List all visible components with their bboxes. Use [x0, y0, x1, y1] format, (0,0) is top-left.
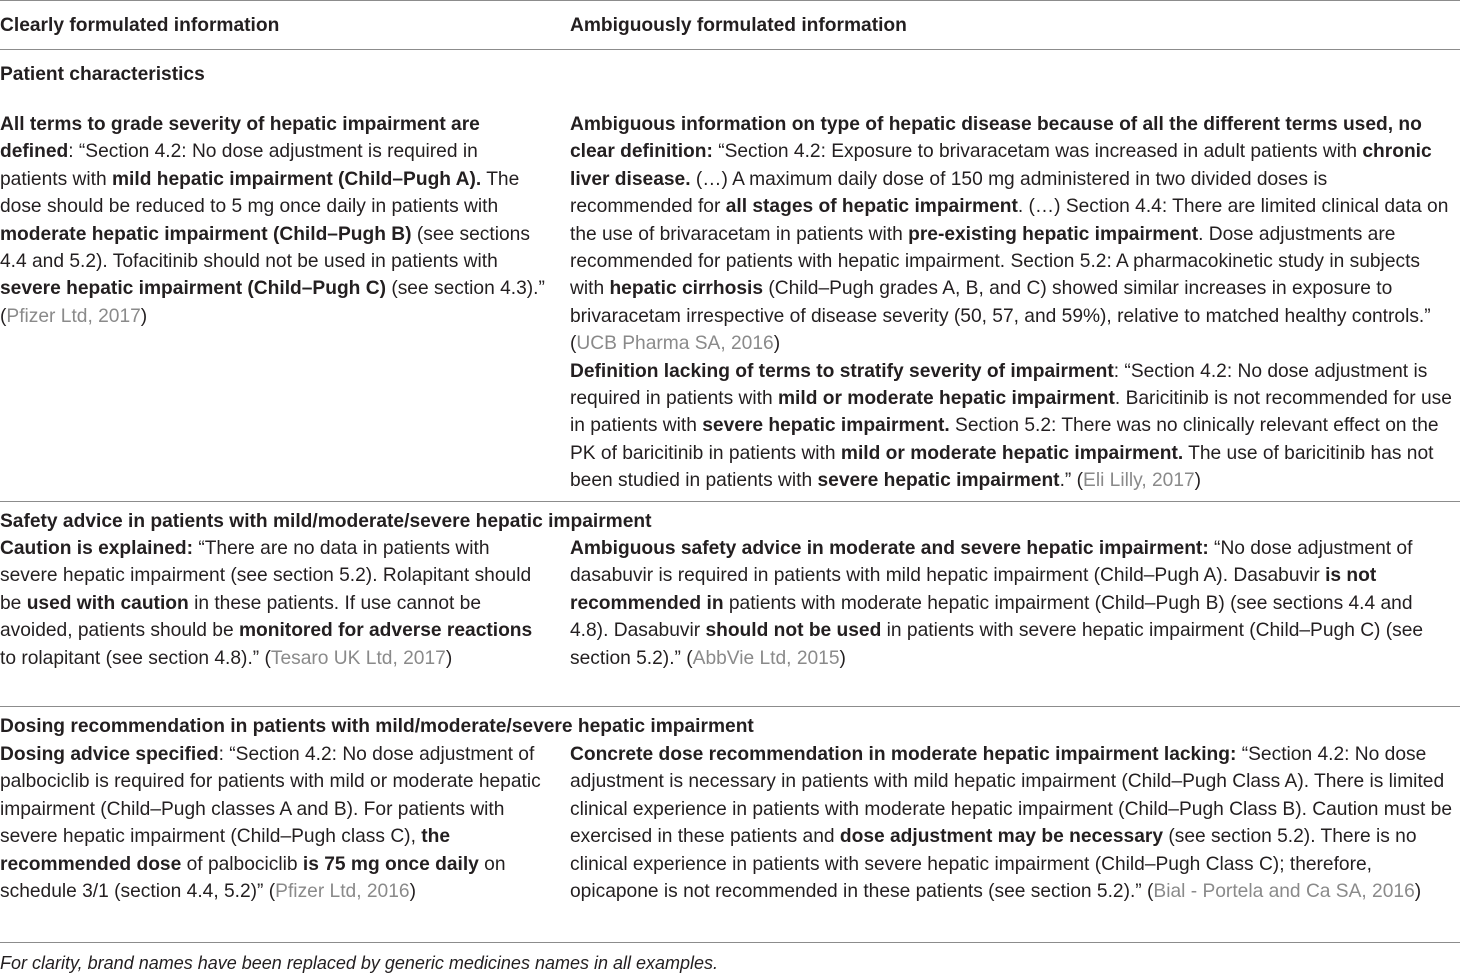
body-text: “Section 4.2: No dose adjustment is necessary in patients with mild hepatic impairment (Child–Pugh Class A). There is limited clinical experience in patients with moderate hepatic impairment (Child–Pugh Class B). Caution must be exercised in these patients and [570, 744, 1452, 848]
example-paragraph [0, 741, 548, 905]
body-text: . Dose adjustments are recommended for patients with hepatic impairment. Section 5.2: A pharmacokinetic study in subjects with [570, 223, 1421, 300]
emphasis-text: used with caution [26, 592, 189, 614]
citation-link[interactable]: Pfizer Ltd, 2016 [275, 881, 410, 903]
emphasis-text: mild or moderate hepatic impairment. [840, 442, 1184, 464]
body-text: : “Section 4.2: No dose adjustment is required in patients with [0, 141, 478, 190]
body-text: “Section 4.2: Exposure to brivaracetam was increased in adult patients with [712, 141, 1363, 163]
body-text: .” ( [1059, 470, 1084, 492]
cell-clear-dosing-recommendation [0, 741, 548, 905]
column-header-clear: Clearly formulated information [0, 15, 280, 36]
section-title-safety-advice: Safety advice in patients with mild/moderate/severe hepatic impairment [0, 511, 652, 532]
body-text: ) [773, 333, 781, 355]
citation-link[interactable]: Eli Lilly, 2017 [1083, 470, 1195, 492]
emphasis-text: chronic liver disease. [570, 141, 1432, 190]
section-rule [0, 501, 1460, 502]
cell-ambiguous-patient-characteristics [570, 111, 1455, 495]
body-text: ) [409, 881, 416, 903]
emphasis-text: pre-existing hepatic impairment [908, 223, 1199, 245]
example-paragraph [570, 535, 1455, 672]
body-text: (see sections 4.4 and 5.2). Tofacitinib should not be used in patients with [0, 223, 530, 273]
table-footnote: For clarity, brand names have been replaced by generic medicines names in all examples. [0, 953, 719, 973]
example-paragraph [0, 535, 548, 672]
body-text: in patients with severe hepatic impairment (Child–Pugh C) (see section 5.2).” ( [570, 620, 1424, 669]
emphasis-text: moderate hepatic impairment (Child–Pugh B) [0, 223, 412, 245]
emphasis-text: should not be used [705, 620, 882, 642]
body-text: patients with moderate hepatic impairment (Child–Pugh B) (see sections 4.4 and 4.8). Dasabuvir [570, 592, 1413, 642]
emphasis-text: the recommended dose [0, 826, 451, 875]
citation-link[interactable]: Pfizer Ltd, 2017 [6, 305, 141, 327]
cell-clear-patient-characteristics [0, 111, 548, 330]
example-paragraph [570, 111, 1455, 358]
body-text: of palbociclib [181, 853, 303, 875]
example-paragraph [570, 358, 1455, 495]
citation-link[interactable]: Bial - Portela and Ca SA, 2016 [1153, 881, 1415, 903]
body-text: . Baricitinib is not recommended for use in patients with [570, 388, 1452, 437]
cell-ambiguous-dosing-recommendation [570, 741, 1455, 905]
emphasis-text: mild or moderate hepatic impairment [777, 388, 1115, 410]
body-text: : “Section 4.2: No dose adjustment is required in patients with [570, 360, 1428, 410]
emphasis-text: dose adjustment may be necessary [839, 826, 1164, 848]
emphasis-text: Definition lacking of terms to stratify severity of impairment [570, 360, 1114, 382]
body-text: (…) A maximum daily dose of 150 mg administered in two divided doses is recommended for [570, 168, 1328, 218]
emphasis-text: mild hepatic impairment (Child–Pugh A). [112, 168, 482, 190]
section-rule [0, 706, 1460, 707]
header-rule [0, 49, 1460, 50]
cell-clear-safety-advice [0, 535, 548, 672]
emphasis-text: Ambiguous safety advice in moderate and severe hepatic impairment: [570, 538, 1209, 559]
table-top-rule [0, 0, 1460, 1]
emphasis-text: is not recommended in [570, 565, 1377, 614]
emphasis-text: severe hepatic impairment [817, 470, 1060, 492]
body-text: The dose should be reduced to 5 mg once daily in patients with [0, 168, 520, 218]
citation-link[interactable]: Tesaro UK Ltd, 2017 [270, 647, 446, 669]
emphasis-text: Dosing advice specified [0, 744, 219, 765]
body-text: ) [445, 647, 453, 669]
body-text: : “Section 4.2: No dose adjustment of palbociclib is required for patients with mild or moderate hepatic impairment (Child–Pugh classes A and B). For patients with severe hepatic impairment (Child–Pugh class C), [0, 744, 541, 848]
emphasis-text: All terms to grade severity of hepatic impairment are defined [0, 114, 480, 163]
body-text: “There are no data in patients with severe hepatic impairment (see section 5.2). Rolapitant should be [0, 538, 532, 614]
cell-ambiguous-safety-advice [570, 535, 1455, 672]
section-title-dosing-recommendation: Dosing recommendation in patients with mild/moderate/severe hepatic impairment [0, 716, 754, 737]
body-text: to rolapitant (see section 4.8).” ( [0, 647, 271, 669]
emphasis-text: severe hepatic impairment. [702, 415, 950, 437]
example-paragraph [570, 741, 1455, 905]
body-text: ) [140, 305, 148, 327]
body-text: The use of baricitinib has not been studied in patients with [570, 442, 1434, 492]
body-text: “No dose adjustment of dasabuvir is required in patients with mild hepatic impairment (Child–Pugh A). Dasabuvir [570, 538, 1413, 587]
citation-link[interactable]: AbbVie Ltd, 2015 [692, 647, 840, 669]
emphasis-text: is 75 mg once daily [302, 853, 479, 875]
body-text: (see section 4.3).” ( [0, 278, 545, 327]
column-header-ambiguous: Ambiguously formulated information [570, 15, 907, 36]
table-bottom-rule [0, 942, 1460, 943]
emphasis-text: Ambiguous information on type of hepatic disease because of all the different terms used, no clear definition: [570, 114, 1422, 163]
body-text: (Child–Pugh grades A, B, and C) showed similar increases in exposure to brivaracetam irrespective of disease severity (50, 57, and 59%), relative to matched healthy controls.” ( [570, 278, 1431, 355]
emphasis-text: all stages of hepatic impairment [725, 196, 1018, 218]
body-text: on schedule 3/1 (section 4.4, 5.2)” ( [0, 853, 506, 903]
body-text: ) [1194, 470, 1202, 492]
emphasis-text: monitored for adverse reactions [238, 620, 533, 642]
citation-link[interactable]: UCB Pharma SA, 2016 [576, 333, 774, 355]
example-paragraph [0, 111, 548, 330]
body-text: in these patients. If use cannot be avoided, patients should be [0, 592, 482, 642]
body-text: Section 5.2: There was no clinically relevant effect on the PK of baricitinib in patients with [570, 415, 1439, 464]
section-title-patient-characteristics: Patient characteristics [0, 64, 205, 85]
body-text: (see section 5.2). There is no clinical experience in patients with severe hepatic impairment (Child–Pugh Class C); therefore, opicapone is not recommended in these patients (see section 5.2).” ( [570, 826, 1417, 903]
body-text: ) [839, 647, 846, 669]
body-text: ) [1414, 881, 1422, 903]
body-text: . (…) Section 4.4: There are limited clinical data on the use of brivaracetam in patients with [570, 196, 1449, 245]
emphasis-text: Concrete dose recommendation in moderate hepatic impairment lacking: [570, 744, 1237, 765]
emphasis-text: hepatic cirrhosis [609, 278, 764, 300]
emphasis-text: severe hepatic impairment (Child–Pugh C) [0, 278, 386, 300]
emphasis-text: Caution is explained: [0, 538, 193, 559]
